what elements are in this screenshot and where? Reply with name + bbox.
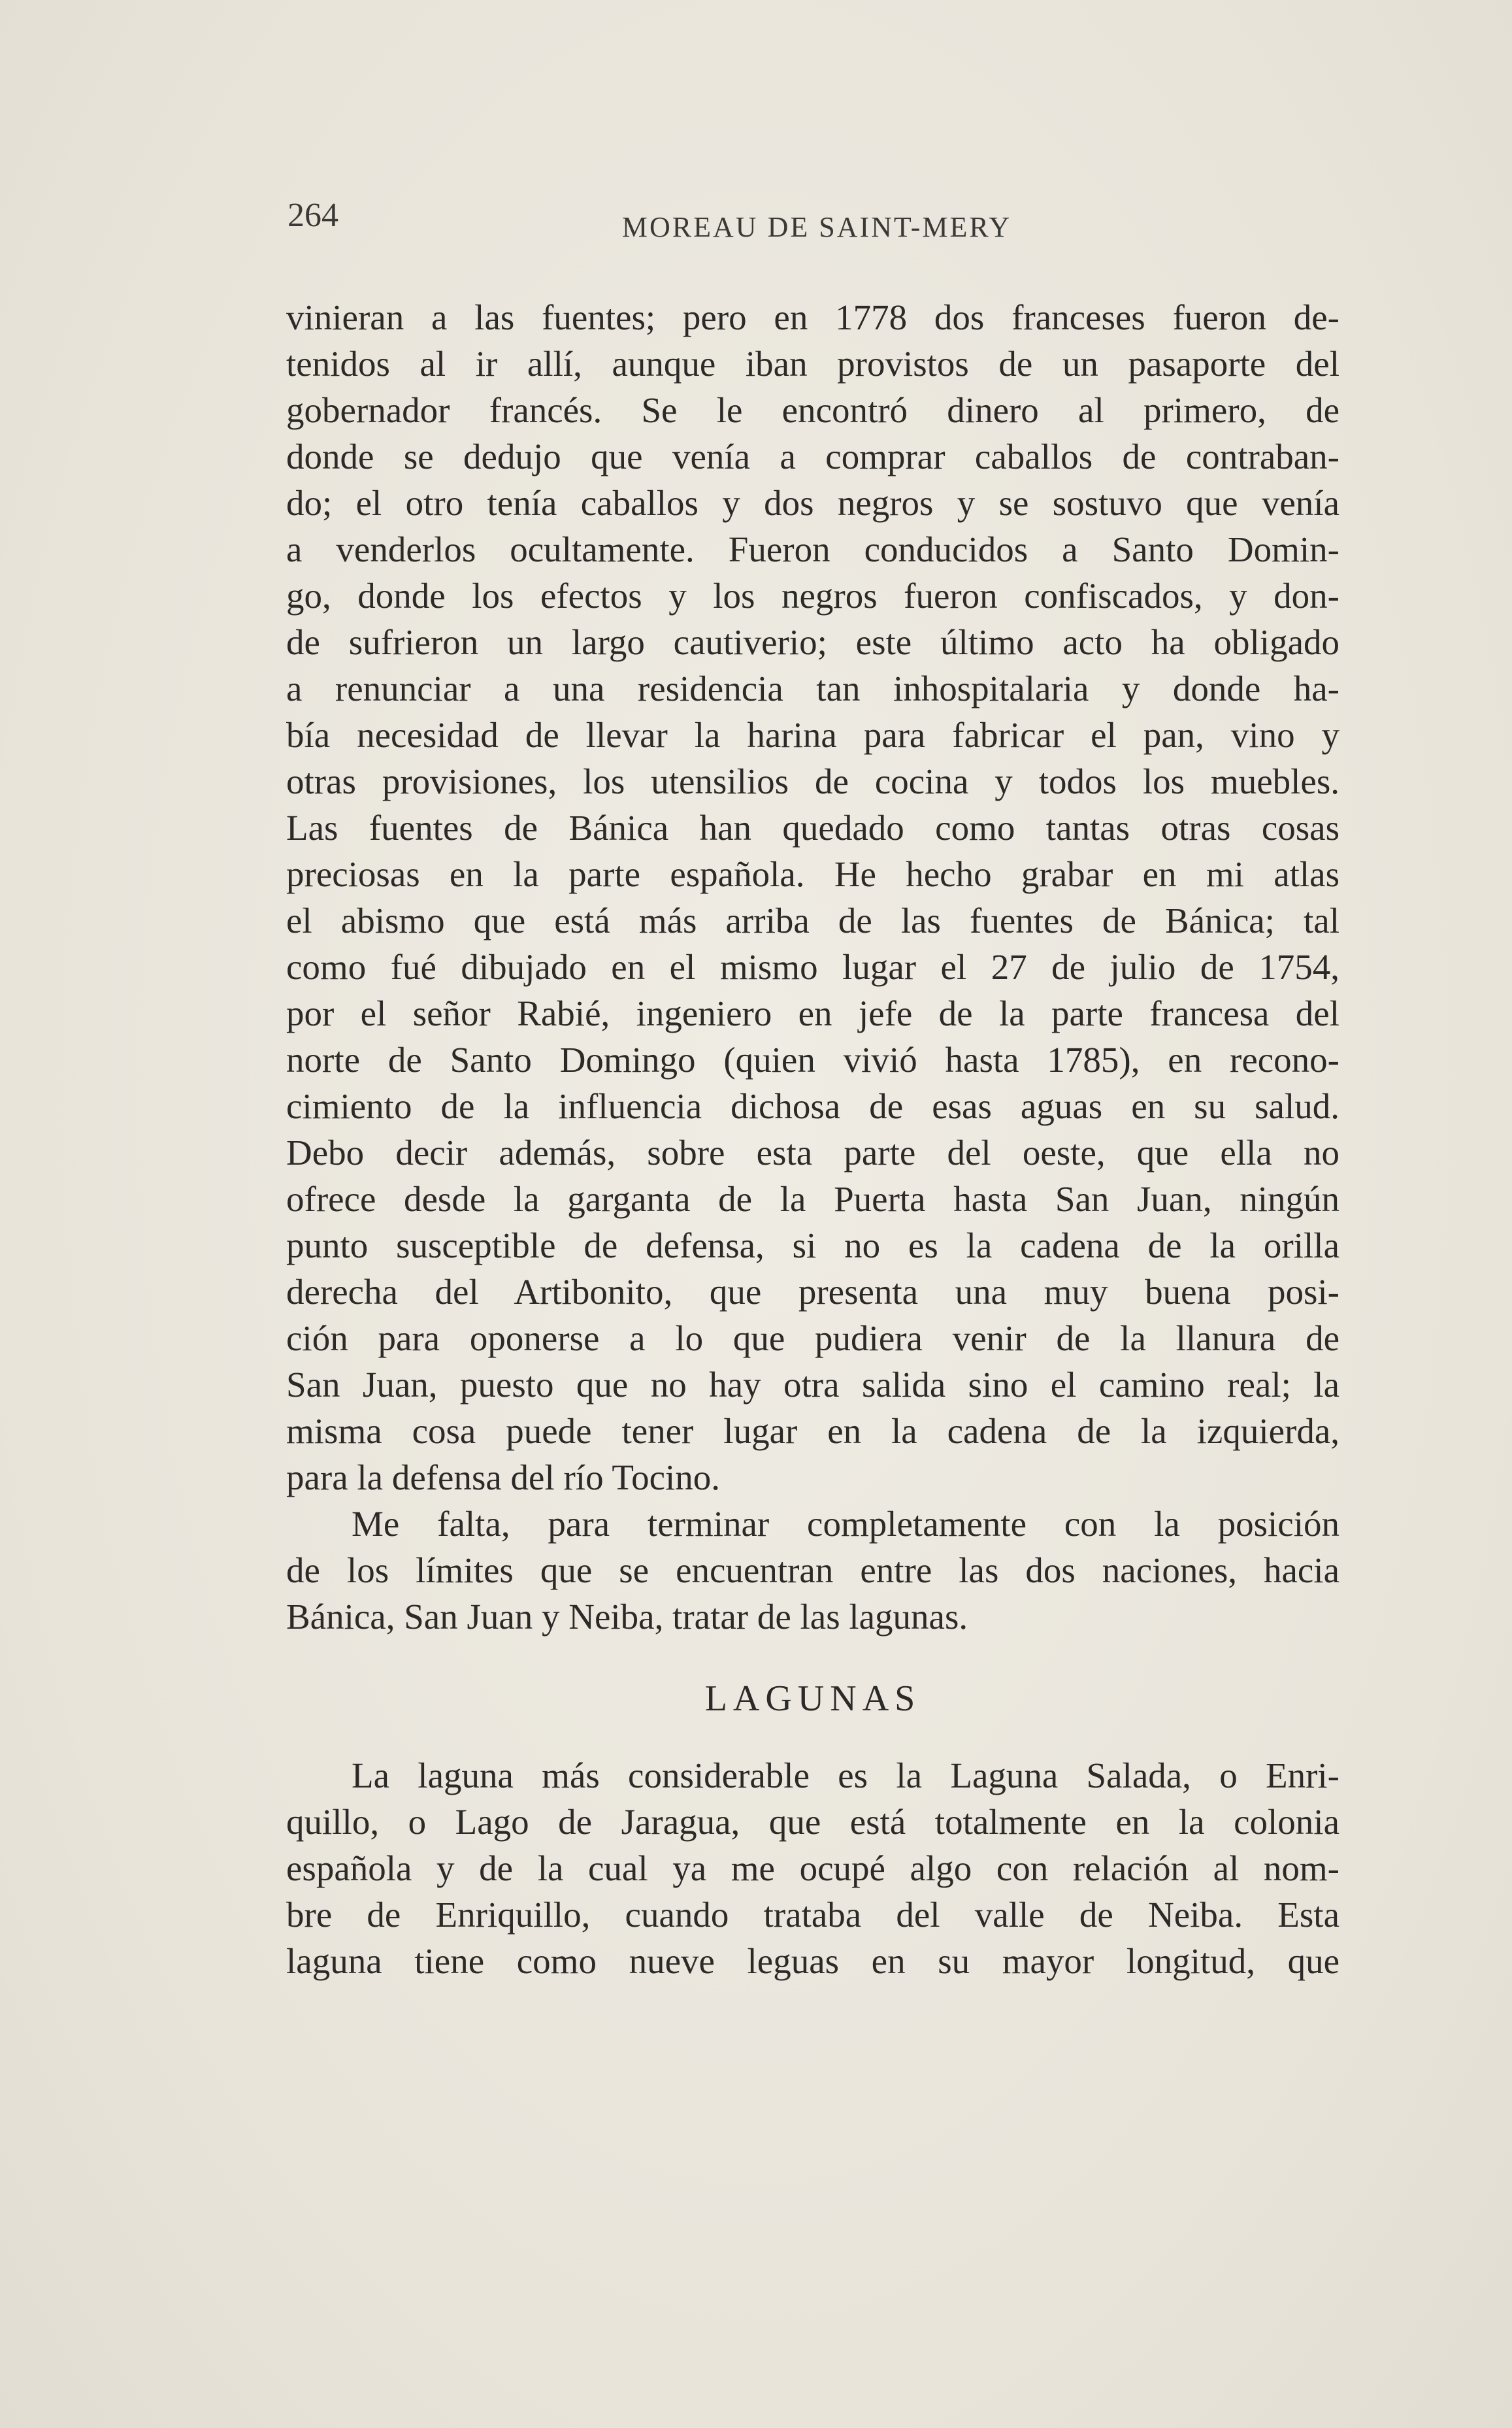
text-line: a venderlos ocultamente. Fueron conducidos a Santo Domin- (286, 529, 1339, 569)
text-line: San Juan, puesto que no hay otra salida sino el camino real; la (286, 1365, 1339, 1405)
text-line: otras provisiones, los utensilios de cocina y todos los muebles. (286, 761, 1339, 801)
page-number: 264 (288, 197, 338, 234)
text-line: bre de Enriquillo, cuando trataba del valle de Neiba. Esta (286, 1895, 1339, 1935)
text-line: gobernador francés. Se le encontró dinero al primero, de (286, 390, 1339, 430)
paragraph (286, 294, 1339, 1501)
text-line: Debo decir además, sobre esta parte del oeste, que ella no (286, 1133, 1339, 1172)
text-line: vinieran a las fuentes; pero en 1778 dos franceses fueron de- (286, 297, 1339, 337)
text-line: donde se dedujo que venía a comprar caballos de contraban- (286, 437, 1339, 476)
text-line: ción para oponerse a lo que pudiera venir de la llanura de (286, 1318, 1339, 1358)
text-line: do; el otro tenía caballos y dos negros y se sostuvo que venía (286, 483, 1339, 523)
text-line: laguna tiene como nueve leguas en su mayor longitud, que (286, 1941, 1339, 1981)
running-title: MOREAU DE SAINT-MERY (621, 211, 1012, 243)
text-line: misma cosa puede tener lugar en la cadena de la izquierda, (286, 1411, 1339, 1451)
text-line: cimiento de la influencia dichosa de esas aguas en su salud. (286, 1086, 1339, 1126)
text-line: como fué dibujado en el mismo lugar el 27 de julio de 1754, (286, 947, 1339, 987)
text-line: Las fuentes de Bánica han quedado como tantas otras cosas (286, 808, 1339, 848)
text-line: quillo, o Lago de Jaragua, que está totalmente en la colonia (286, 1802, 1339, 1842)
body-text (286, 294, 1339, 1984)
text-line: derecha del Artibonito, que presenta una muy buena posi- (286, 1272, 1339, 1312)
text-line: española y de la cual ya me ocupé algo con relación al nom- (286, 1848, 1339, 1888)
text-line: preciosas en la parte española. He hecho grabar en mi atlas (286, 854, 1339, 894)
text-line: punto susceptible de defensa, si no es la cadena de la orilla (286, 1225, 1339, 1265)
text-line: norte de Santo Domingo (quien vivió hasta 1785), en recono- (286, 1040, 1339, 1080)
paragraph (286, 1501, 1339, 1640)
text-line: de los límites que se encuentran entre las dos naciones, hacia (286, 1550, 1339, 1590)
text-line: La laguna más considerable es la Laguna Salada, o Enri- (352, 1755, 1339, 1795)
text-line: para la defensa del río Tocino. (286, 1457, 721, 1497)
text-line: por el señor Rabié, ingeniero en jefe de la parte francesa del (286, 993, 1339, 1033)
text-line: de sufrieron un largo cautiverio; este último acto ha obligado (286, 622, 1339, 662)
text-line: go, donde los efectos y los negros fueron confiscados, y don- (286, 576, 1339, 616)
text-line: ofrece desde la garganta de la Puerta hasta San Juan, ningún (286, 1179, 1339, 1219)
text-line: a renunciar a una residencia tan inhospitalaria y donde ha- (286, 669, 1339, 708)
section-heading: LAGUNAS (704, 1678, 921, 1719)
text-line: el abismo que está más arriba de las fuentes de Bánica; tal (286, 901, 1339, 940)
text-line: bía necesidad de llevar la harina para fabricar el pan, vino y (286, 715, 1339, 755)
paragraph (286, 1752, 1339, 1984)
text-line: tenidos al ir allí, aunque iban provistos de un pasaporte del (286, 344, 1339, 384)
text-line: Bánica, San Juan y Neiba, tratar de las lagunas. (286, 1597, 968, 1637)
text-line: Me falta, para terminar completamente con la posición (352, 1504, 1339, 1544)
page-header (288, 196, 1346, 248)
